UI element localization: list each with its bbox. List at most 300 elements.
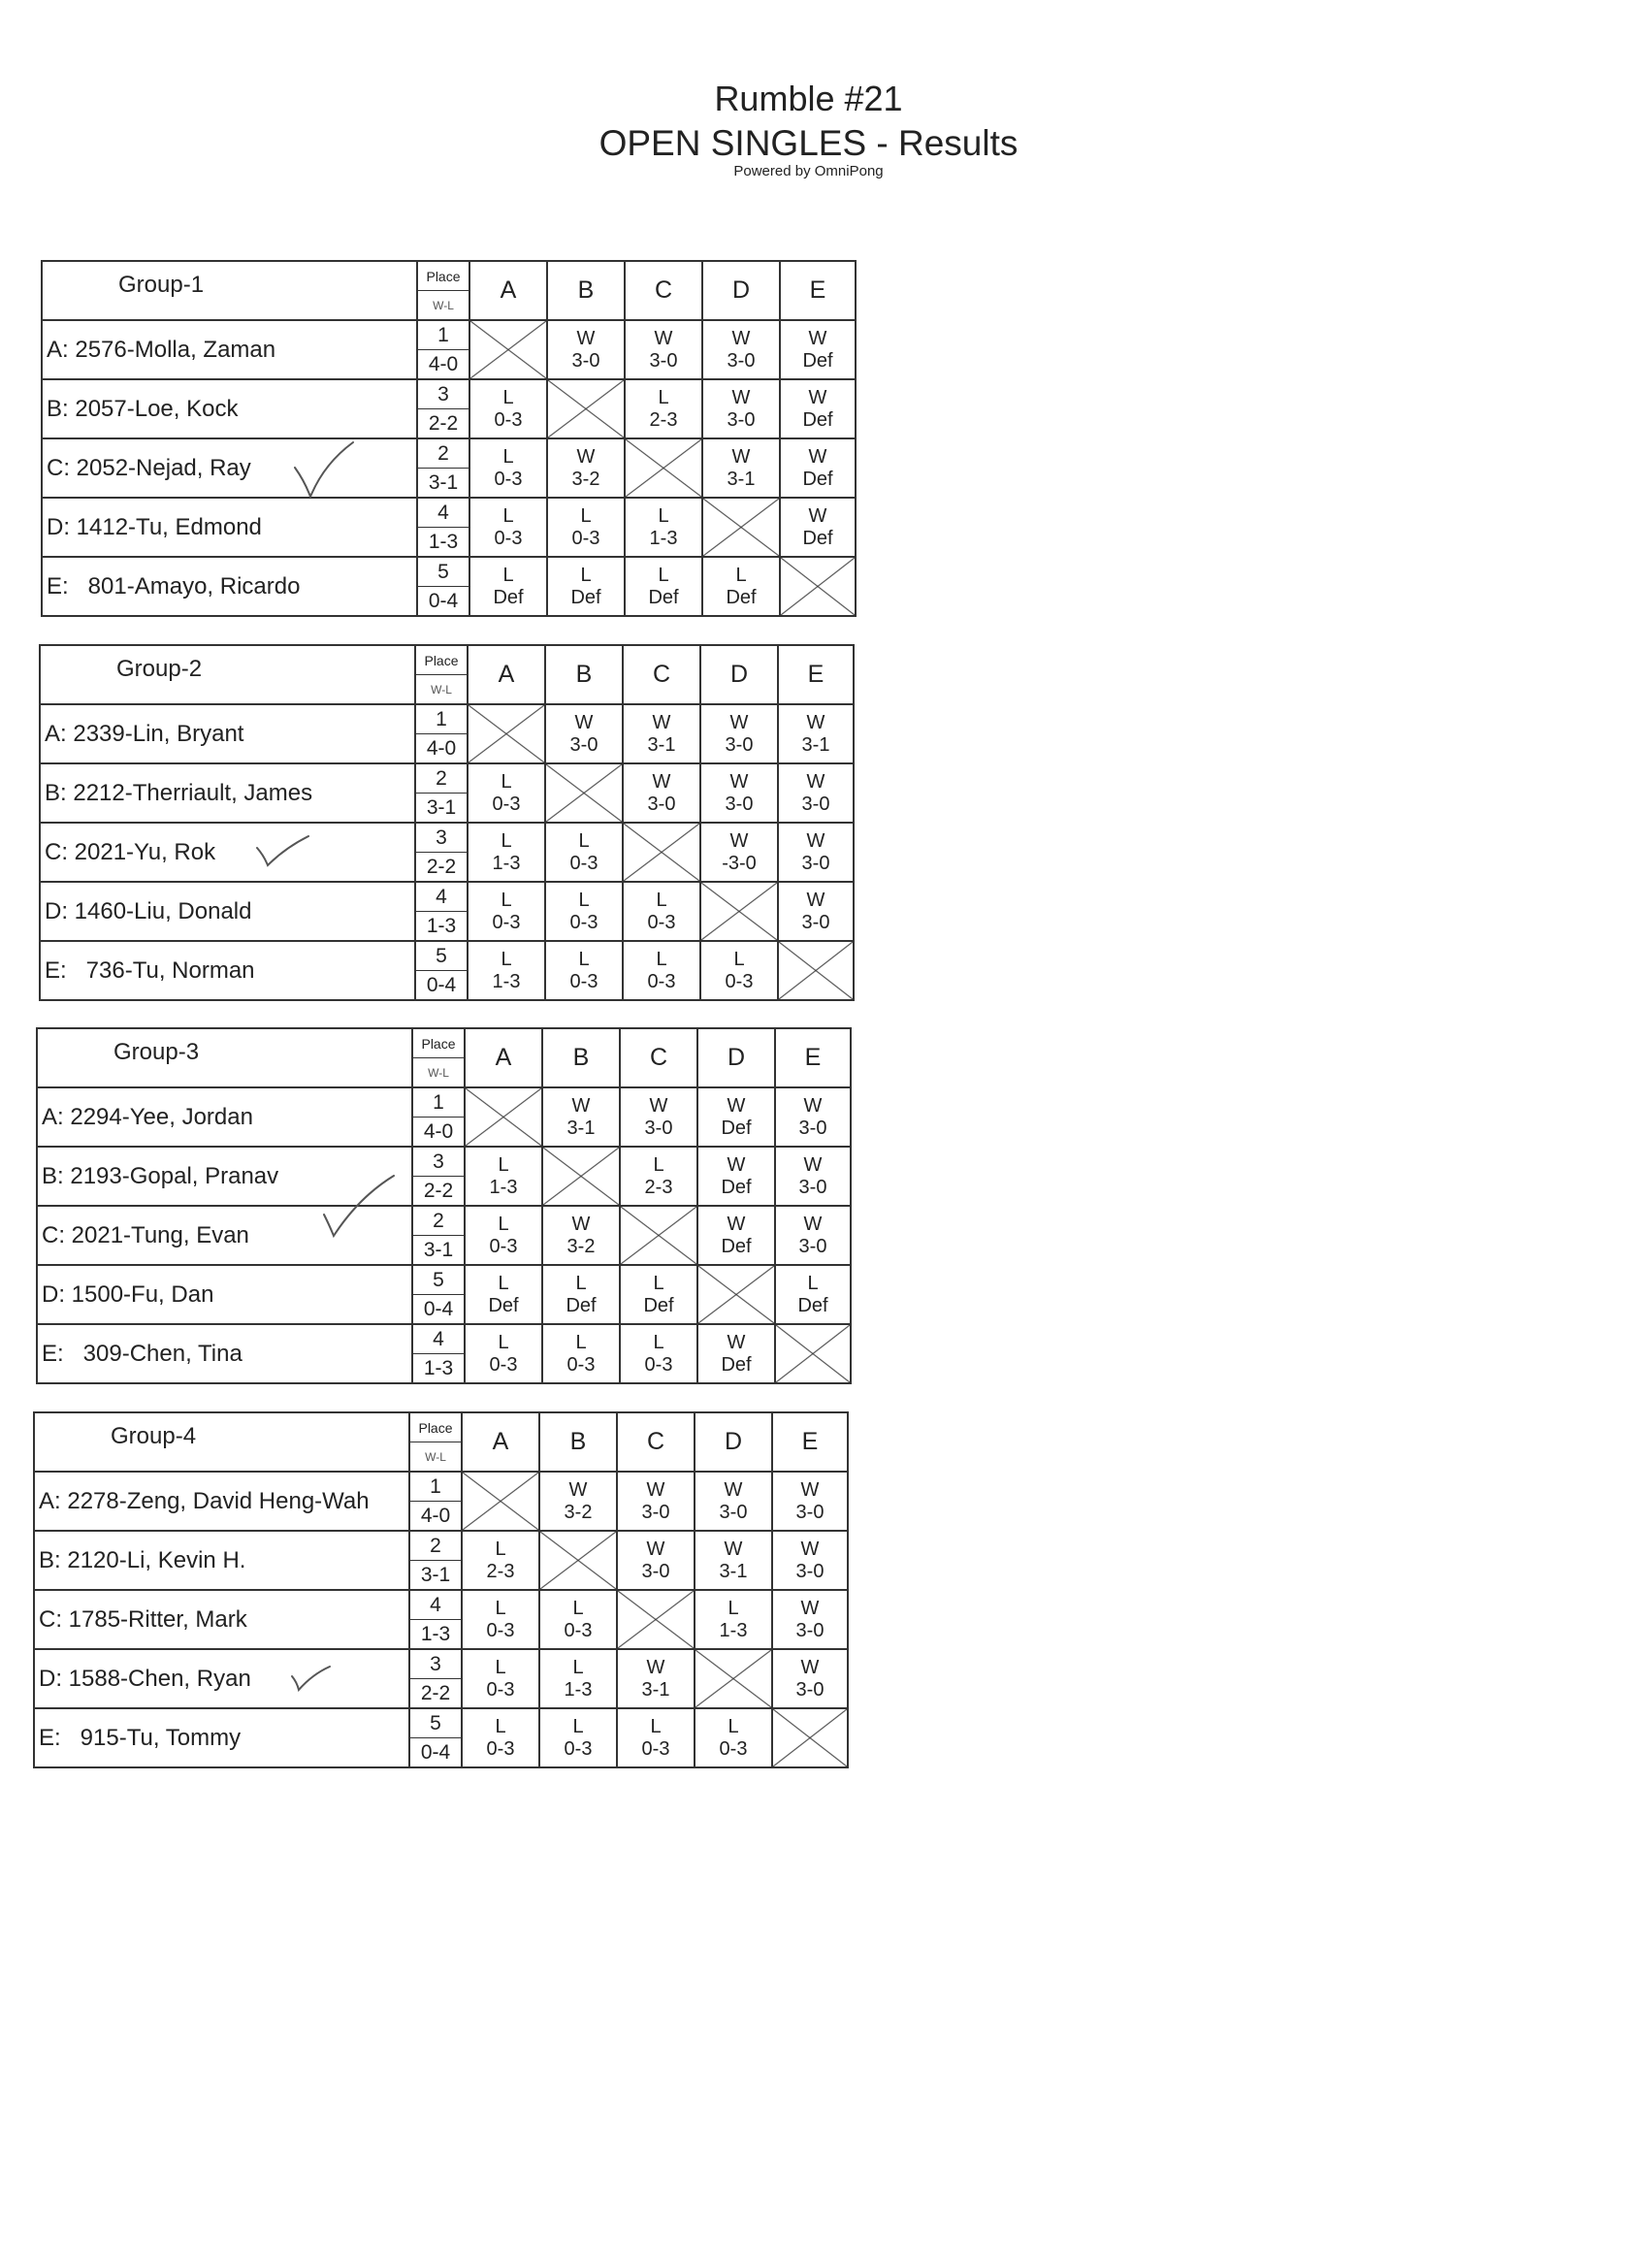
place-value: 4 — [416, 883, 467, 912]
wl-value: 2-2 — [426, 855, 457, 878]
match-result — [772, 1472, 848, 1531]
match-outcome: W — [649, 1094, 668, 1117]
match-result — [547, 438, 625, 498]
match-score: 3-2 — [571, 468, 600, 490]
place-value: 3 — [418, 380, 469, 409]
match-score: Def — [721, 1176, 752, 1198]
match-result — [545, 704, 623, 763]
match-score: Def — [721, 1117, 752, 1139]
wl-value: 1-3 — [420, 1622, 451, 1645]
player-name: B: 2212-Therriault, James — [40, 763, 415, 823]
match-outcome: L — [728, 1597, 739, 1619]
match-score: Def — [570, 586, 601, 608]
self-match-cell — [695, 1649, 772, 1708]
match-result — [462, 1590, 539, 1649]
wl-value: 1-3 — [423, 1356, 454, 1379]
match-outcome: L — [502, 504, 514, 527]
wl-label: W-L — [428, 1065, 449, 1080]
player-row — [34, 1590, 848, 1649]
player-name: C: 2021-Tung, Evan — [37, 1206, 412, 1265]
match-result — [539, 1590, 617, 1649]
match-outcome: L — [495, 1597, 506, 1619]
match-outcome: W — [652, 770, 671, 793]
wl-value: 2-2 — [423, 1179, 454, 1202]
match-result — [542, 1324, 620, 1383]
group-title: Group-4 — [34, 1412, 409, 1472]
self-match-cell — [545, 763, 623, 823]
match-result — [778, 704, 854, 763]
match-score: Def — [643, 1294, 674, 1316]
group-title: Group-2 — [40, 645, 415, 704]
match-score: 0-3 — [569, 970, 598, 992]
wl-value: 3-1 — [428, 470, 459, 494]
place-wl-cell — [415, 941, 468, 1000]
match-outcome: L — [501, 948, 512, 970]
place-wl-header — [415, 645, 468, 704]
match-result — [625, 557, 702, 616]
place-wl-cell — [415, 704, 468, 763]
place-label: Place — [413, 1029, 464, 1058]
match-outcome: L — [578, 829, 590, 852]
match-result — [545, 882, 623, 941]
match-outcome: L — [501, 770, 512, 793]
place-wl-header — [412, 1028, 465, 1087]
player-row — [37, 1265, 851, 1324]
match-score: 3-2 — [566, 1235, 596, 1257]
match-result — [772, 1649, 848, 1708]
place-wl-cell — [417, 379, 469, 438]
wl-value: 3-1 — [420, 1563, 451, 1586]
match-result — [702, 379, 780, 438]
match-outcome: L — [650, 1715, 662, 1737]
match-result — [695, 1472, 772, 1531]
match-score: 0-3 — [719, 1737, 748, 1760]
match-outcome: W — [800, 1597, 820, 1619]
match-outcome: W — [571, 1094, 591, 1117]
match-result — [617, 1708, 695, 1767]
column-header: D — [697, 1028, 775, 1087]
match-score: 3-1 — [647, 733, 676, 756]
column-header: A — [462, 1412, 539, 1472]
match-outcome: L — [728, 1715, 739, 1737]
group-table — [39, 644, 855, 1001]
match-result — [462, 1649, 539, 1708]
player-name: B: 2193-Gopal, Pranav — [37, 1147, 412, 1206]
wl-value: 1-3 — [428, 530, 459, 553]
match-score: 1-3 — [649, 527, 678, 549]
place-wl-cell — [417, 498, 469, 557]
self-match-cell — [462, 1472, 539, 1531]
match-outcome: L — [580, 504, 592, 527]
self-match-cell — [780, 557, 856, 616]
column-header: E — [778, 645, 854, 704]
match-outcome: W — [724, 1538, 743, 1560]
match-outcome: W — [727, 1094, 746, 1117]
match-result — [697, 1147, 775, 1206]
match-result — [469, 557, 547, 616]
match-score: 1-3 — [492, 970, 521, 992]
player-name: B: 2057-Loe, Kock — [42, 379, 417, 438]
match-outcome: W — [808, 504, 827, 527]
place-wl-cell — [415, 882, 468, 941]
match-outcome: W — [808, 445, 827, 468]
match-score: 0-3 — [644, 1353, 673, 1376]
match-result — [468, 941, 545, 1000]
match-outcome: L — [502, 386, 514, 408]
match-score: 0-3 — [486, 1678, 515, 1701]
match-score: 0-3 — [725, 970, 754, 992]
place-wl-cell — [409, 1531, 462, 1590]
match-result — [620, 1147, 697, 1206]
player-row — [40, 704, 854, 763]
match-score: -3-0 — [722, 852, 757, 874]
player-name: D: 1460-Liu, Donald — [40, 882, 415, 941]
wl-value: 3-1 — [426, 795, 457, 819]
wl-value: 0-4 — [423, 1297, 454, 1320]
place-wl-header — [409, 1412, 462, 1472]
place-value: 2 — [416, 764, 467, 794]
wl-value: 4-0 — [428, 352, 459, 375]
player-name: C: 1785-Ritter, Mark — [34, 1590, 409, 1649]
match-result — [697, 1087, 775, 1147]
place-label: Place — [410, 1413, 461, 1442]
match-result — [545, 941, 623, 1000]
match-score: Def — [566, 1294, 597, 1316]
match-outcome: W — [803, 1094, 823, 1117]
match-result — [625, 379, 702, 438]
match-outcome: W — [729, 770, 749, 793]
match-result — [700, 941, 778, 1000]
wl-label: W-L — [425, 1449, 446, 1464]
match-result — [539, 1708, 617, 1767]
match-outcome: L — [578, 948, 590, 970]
match-score: 3-0 — [795, 1619, 824, 1641]
match-score: 0-3 — [564, 1737, 593, 1760]
match-outcome: W — [724, 1478, 743, 1501]
self-match-cell — [542, 1147, 620, 1206]
player-name: E: 736-Tu, Norman — [40, 941, 415, 1000]
match-result — [468, 763, 545, 823]
match-result — [695, 1590, 772, 1649]
match-outcome: W — [800, 1656, 820, 1678]
player-row — [42, 438, 856, 498]
match-outcome: L — [502, 445, 514, 468]
player-row — [34, 1708, 848, 1767]
self-match-cell — [617, 1590, 695, 1649]
column-header: D — [702, 261, 780, 320]
column-header: B — [547, 261, 625, 320]
self-match-cell — [778, 941, 854, 1000]
player-row — [37, 1324, 851, 1383]
column-header: B — [539, 1412, 617, 1472]
place-wl-header — [417, 261, 469, 320]
match-outcome: L — [498, 1213, 509, 1235]
match-result — [468, 882, 545, 941]
match-score: Def — [648, 586, 679, 608]
place-value: 2 — [410, 1532, 461, 1561]
match-score: Def — [797, 1294, 828, 1316]
match-score: 3-1 — [719, 1560, 748, 1582]
place-wl-cell — [412, 1087, 465, 1147]
player-name: D: 1412-Tu, Edmond — [42, 498, 417, 557]
place-wl-cell — [412, 1265, 465, 1324]
match-outcome: L — [578, 889, 590, 911]
match-outcome: L — [498, 1272, 509, 1294]
check-mark-icon — [289, 1663, 334, 1694]
column-header: D — [695, 1412, 772, 1472]
place-value: 3 — [416, 824, 467, 853]
column-header: D — [700, 645, 778, 704]
match-result — [775, 1265, 851, 1324]
self-match-cell — [547, 379, 625, 438]
match-result — [700, 704, 778, 763]
match-result — [617, 1472, 695, 1531]
match-outcome: L — [575, 1331, 587, 1353]
match-outcome: L — [572, 1656, 584, 1678]
match-result — [617, 1531, 695, 1590]
player-name: E: 309-Chen, Tina — [37, 1324, 412, 1383]
place-value: 5 — [410, 1709, 461, 1738]
match-score: Def — [493, 586, 524, 608]
match-result — [778, 823, 854, 882]
match-score: 0-3 — [647, 911, 676, 933]
match-result — [775, 1087, 851, 1147]
match-score: 3-0 — [801, 793, 830, 815]
match-score: 3-0 — [644, 1117, 673, 1139]
match-result — [545, 823, 623, 882]
match-score: 1-3 — [564, 1678, 593, 1701]
place-value: 1 — [413, 1088, 464, 1118]
match-result — [775, 1147, 851, 1206]
match-result — [539, 1649, 617, 1708]
place-value: 3 — [413, 1148, 464, 1177]
match-outcome: W — [731, 327, 751, 349]
match-score: 3-0 — [795, 1560, 824, 1582]
match-outcome: W — [568, 1478, 588, 1501]
place-value: 5 — [418, 558, 469, 587]
match-outcome: W — [574, 711, 594, 733]
match-score: 3-1 — [641, 1678, 670, 1701]
match-outcome: W — [800, 1538, 820, 1560]
match-result — [539, 1472, 617, 1531]
match-outcome: W — [806, 711, 825, 733]
match-result — [702, 438, 780, 498]
group-table — [33, 1411, 849, 1768]
column-header: C — [617, 1412, 695, 1472]
match-outcome: L — [653, 1153, 664, 1176]
player-row — [37, 1206, 851, 1265]
match-outcome: L — [733, 948, 745, 970]
player-row — [42, 557, 856, 616]
player-name: D: 1500-Fu, Dan — [37, 1265, 412, 1324]
match-outcome: W — [571, 1213, 591, 1235]
column-header: E — [775, 1028, 851, 1087]
match-result — [623, 763, 700, 823]
match-result — [780, 498, 856, 557]
match-result — [547, 557, 625, 616]
match-result — [469, 498, 547, 557]
match-outcome: W — [646, 1656, 665, 1678]
match-score: 3-0 — [795, 1678, 824, 1701]
match-outcome: W — [808, 327, 827, 349]
match-outcome: L — [658, 504, 669, 527]
player-name: C: 2052-Nejad, Ray — [42, 438, 417, 498]
player-row — [34, 1472, 848, 1531]
match-score: 3-0 — [801, 911, 830, 933]
group-title: Group-1 — [42, 261, 417, 320]
match-outcome: L — [495, 1656, 506, 1678]
check-mark-icon — [254, 834, 312, 869]
match-score: 3-0 — [727, 408, 756, 431]
wl-value: 4-0 — [420, 1504, 451, 1527]
place-value: 3 — [410, 1650, 461, 1679]
player-row — [37, 1087, 851, 1147]
match-outcome: W — [806, 829, 825, 852]
check-mark-icon — [320, 1172, 398, 1240]
match-score: 0-3 — [566, 1353, 596, 1376]
match-score: 2-3 — [649, 408, 678, 431]
match-score: 3-0 — [649, 349, 678, 372]
match-outcome: L — [656, 948, 667, 970]
place-value: 2 — [418, 439, 469, 469]
match-score: 1-3 — [492, 852, 521, 874]
self-match-cell — [469, 320, 547, 379]
place-value: 4 — [413, 1325, 464, 1354]
match-outcome: W — [646, 1478, 665, 1501]
wl-value: 2-2 — [428, 411, 459, 435]
match-outcome: W — [806, 770, 825, 793]
match-result — [702, 320, 780, 379]
self-match-cell — [620, 1206, 697, 1265]
match-score: Def — [721, 1353, 752, 1376]
match-outcome: W — [727, 1213, 746, 1235]
column-header: A — [468, 645, 545, 704]
match-score: 3-1 — [566, 1117, 596, 1139]
match-outcome: L — [656, 889, 667, 911]
self-match-cell — [539, 1531, 617, 1590]
player-name: E: 915-Tu, Tommy — [34, 1708, 409, 1767]
place-value: 4 — [418, 499, 469, 528]
column-header: C — [625, 261, 702, 320]
match-result — [697, 1206, 775, 1265]
place-wl-cell — [415, 763, 468, 823]
place-value: 1 — [416, 705, 467, 734]
column-header: E — [772, 1412, 848, 1472]
match-outcome: L — [658, 386, 669, 408]
match-score: 3-0 — [727, 349, 756, 372]
page-subtitle: OPEN SINGLES - Results — [598, 123, 1018, 163]
match-result — [462, 1531, 539, 1590]
place-wl-cell — [417, 438, 469, 498]
match-result — [620, 1324, 697, 1383]
match-outcome: W — [803, 1153, 823, 1176]
match-score: 3-0 — [641, 1560, 670, 1582]
player-name: E: 801-Amayo, Ricardo — [42, 557, 417, 616]
match-result — [772, 1590, 848, 1649]
place-value: 5 — [413, 1266, 464, 1295]
match-score: 2-3 — [644, 1176, 673, 1198]
match-score: 0-3 — [492, 911, 521, 933]
match-result — [547, 498, 625, 557]
match-score: 0-3 — [494, 408, 523, 431]
match-outcome: L — [502, 564, 514, 586]
wl-value: 2-2 — [420, 1681, 451, 1704]
match-outcome: W — [646, 1538, 665, 1560]
match-score: Def — [802, 408, 833, 431]
match-score: Def — [802, 349, 833, 372]
match-score: Def — [802, 527, 833, 549]
match-outcome: W — [808, 386, 827, 408]
match-result — [775, 1206, 851, 1265]
match-score: 3-0 — [641, 1501, 670, 1523]
match-outcome: W — [731, 445, 751, 468]
wl-value: 3-1 — [423, 1238, 454, 1261]
match-result — [468, 823, 545, 882]
match-outcome: W — [727, 1331, 746, 1353]
match-score: Def — [726, 586, 757, 608]
match-result — [547, 320, 625, 379]
player-name: A: 2278-Zeng, David Heng-Wah — [34, 1472, 409, 1531]
player-row — [40, 941, 854, 1000]
place-wl-cell — [409, 1472, 462, 1531]
match-score: 0-3 — [494, 527, 523, 549]
player-row — [42, 379, 856, 438]
self-match-cell — [697, 1265, 775, 1324]
match-result — [778, 882, 854, 941]
wl-value: 4-0 — [426, 736, 457, 760]
match-outcome: L — [658, 564, 669, 586]
player-row — [37, 1147, 851, 1206]
match-score: 2-3 — [486, 1560, 515, 1582]
self-match-cell — [700, 882, 778, 941]
place-wl-cell — [412, 1147, 465, 1206]
match-result — [780, 320, 856, 379]
match-score: 3-0 — [795, 1501, 824, 1523]
place-value: 2 — [413, 1207, 464, 1236]
place-label: Place — [416, 646, 467, 675]
self-match-cell — [465, 1087, 542, 1147]
group-table — [36, 1027, 852, 1384]
player-name: A: 2294-Yee, Jordan — [37, 1087, 412, 1147]
self-match-cell — [772, 1708, 848, 1767]
match-score: Def — [721, 1235, 752, 1257]
match-score: 0-3 — [486, 1619, 515, 1641]
match-score: Def — [488, 1294, 519, 1316]
match-result — [702, 557, 780, 616]
match-result — [465, 1265, 542, 1324]
match-score: 3-0 — [569, 733, 598, 756]
match-result — [625, 320, 702, 379]
wl-label: W-L — [431, 682, 452, 697]
place-wl-cell — [415, 823, 468, 882]
self-match-cell — [468, 704, 545, 763]
match-result — [542, 1087, 620, 1147]
match-outcome: L — [501, 889, 512, 911]
match-outcome: W — [806, 889, 825, 911]
match-outcome: L — [807, 1272, 819, 1294]
match-score: 3-2 — [564, 1501, 593, 1523]
match-score: 0-3 — [569, 852, 598, 874]
match-score: 3-0 — [571, 349, 600, 372]
match-result — [469, 438, 547, 498]
match-result — [772, 1531, 848, 1590]
self-match-cell — [625, 438, 702, 498]
match-outcome: W — [652, 711, 671, 733]
match-result — [697, 1324, 775, 1383]
match-score: Def — [802, 468, 833, 490]
match-result — [542, 1265, 620, 1324]
match-outcome: L — [501, 829, 512, 852]
